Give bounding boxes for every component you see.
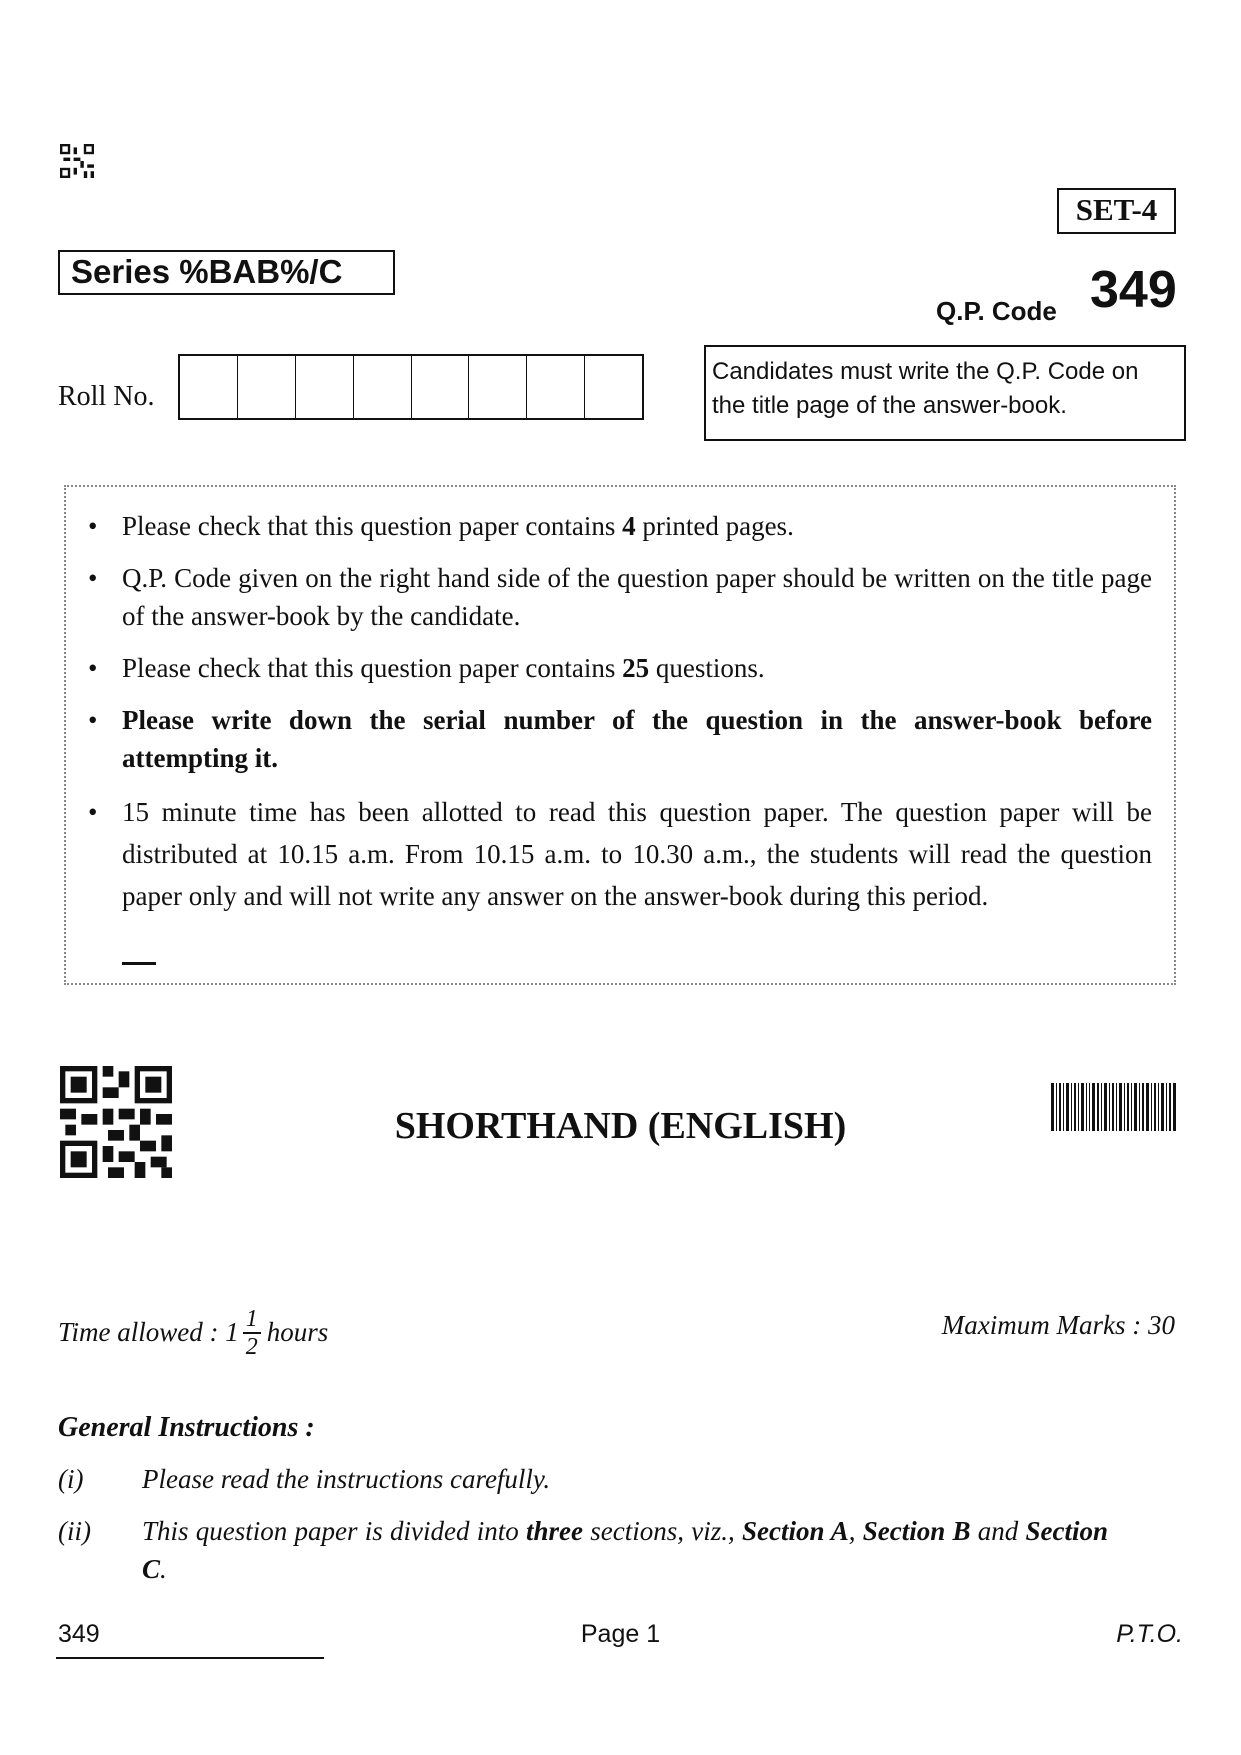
roll-number-cell	[354, 356, 412, 418]
set-label: SET-4	[1057, 188, 1176, 234]
instruction-item: • Please check that this question paper contains 4 printed pages.	[88, 507, 1152, 545]
series-label: Series %BAB%/C	[58, 250, 395, 295]
roll-number-label: Roll No.	[58, 381, 155, 412]
roll-number-boxes	[178, 354, 644, 420]
bullet-icon: •	[88, 511, 98, 541]
instruction-item: • Please write down the serial number of the question in the answer-book before attempting it.	[88, 701, 1152, 777]
general-instructions-heading: General Instructions :	[58, 1412, 315, 1443]
roll-number-cell	[180, 356, 238, 418]
roll-number-cell	[296, 356, 354, 418]
roll-number-cell	[585, 356, 642, 418]
bullet-icon: •	[88, 705, 98, 735]
qp-code: 349	[1090, 261, 1177, 319]
time-fraction: $\frac{1}{2}$	[243, 1306, 261, 1360]
footer-rule	[56, 1657, 324, 1659]
instruction-item: • 15 minute time has been allotted to read this question paper. The question paper will be distributed at 10.15 a.m. From 10.15 a.m. to 10.30 a.m., the students will read the question paper only and will not write any answer on the answer-book during this period.	[88, 791, 1152, 917]
instructions-box	[64, 485, 1176, 985]
general-instruction-item: (ii) This question paper is divided into three sections, viz., Section A, Section B and Section C.	[58, 1516, 1109, 1584]
page-number: Page 1	[580, 1620, 661, 1648]
roll-number-cell	[238, 356, 296, 418]
candidate-note: Candidates must write the Q.P. Code on the title page of the answer-book.	[704, 345, 1186, 441]
maximum-marks: Maximum Marks : 30	[941, 1310, 1175, 1340]
bullet-icon: •	[88, 797, 98, 827]
footer-code: 349	[58, 1620, 100, 1648]
instruction-item: • Please check that this question paper contains 25 questions.	[88, 649, 1152, 687]
bullet-icon: •	[88, 563, 98, 593]
general-instruction-item: (i) Please read the instructions carefully.	[58, 1464, 551, 1494]
dash-mark	[122, 962, 156, 965]
roll-number-cell	[527, 356, 585, 418]
roll-number-cell	[469, 356, 527, 418]
time-allowed: Time allowed : 1 $\frac{1}{2}$ hours	[58, 1306, 329, 1360]
pto-label: P.T.O.	[1116, 1620, 1183, 1648]
small-qr-code-icon	[60, 144, 94, 178]
bullet-icon: •	[88, 653, 98, 683]
instruction-item: • Q.P. Code given on the right hand side of the question paper should be written on the title page of the answer-book by the candidate.	[88, 559, 1152, 635]
subject-title: SHORTHAND (ENGLISH)	[394, 1105, 847, 1147]
roll-number-cell	[412, 356, 470, 418]
qp-code-label: Q.P. Code	[936, 296, 1057, 326]
